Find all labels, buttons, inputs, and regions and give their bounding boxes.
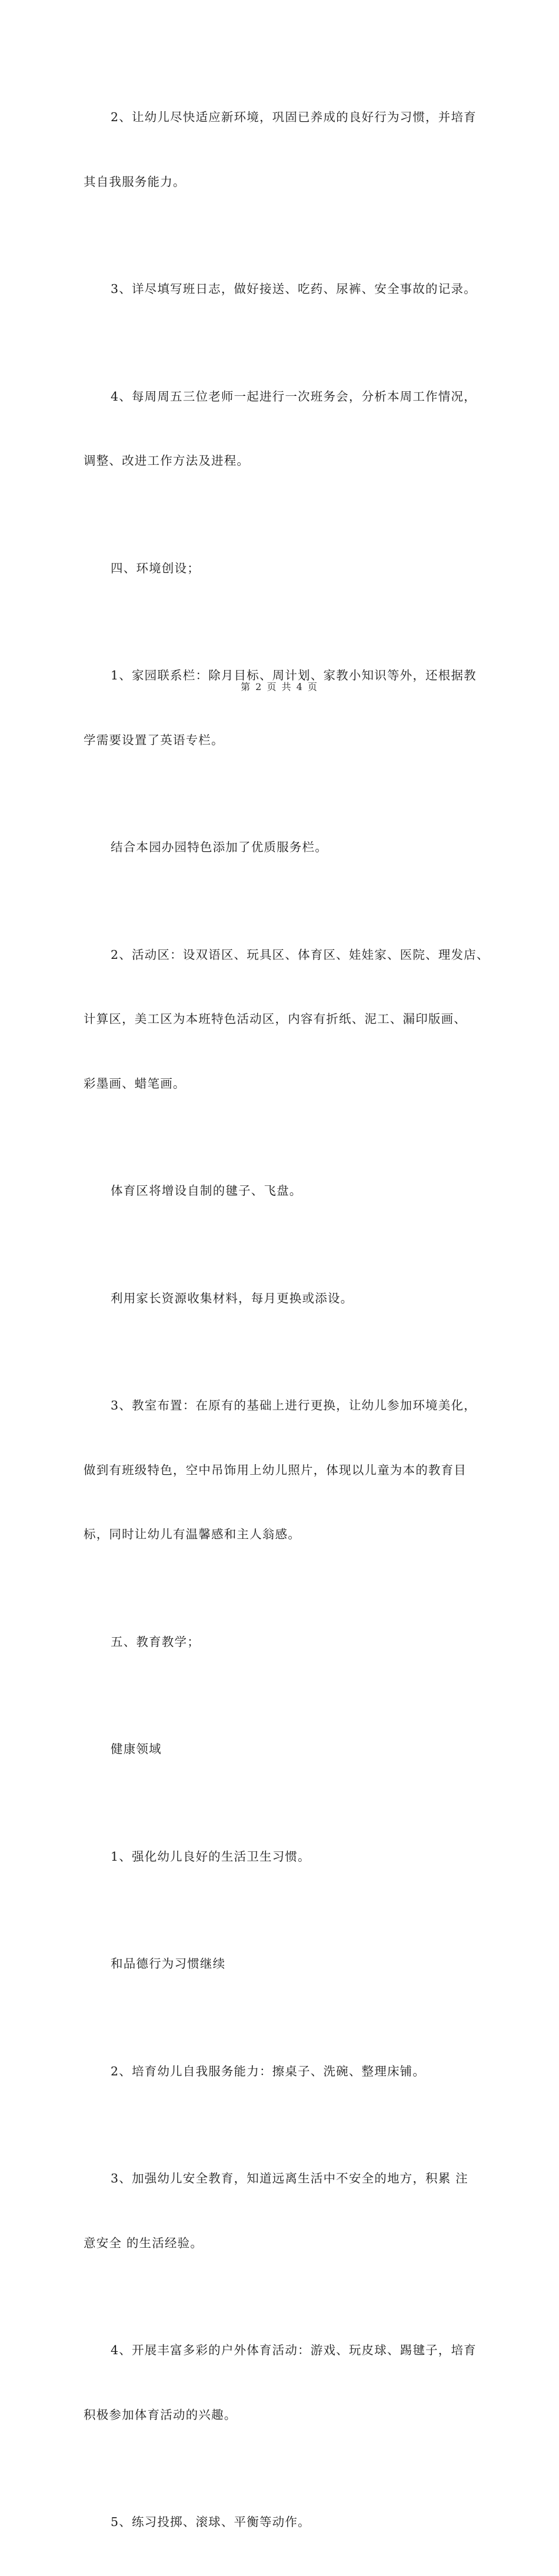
paragraph-line: 4、每周周五三位老师一起进行一次班务会，分析本周工作情况，	[111, 389, 477, 404]
paragraph	[84, 2297, 478, 2468]
paragraph	[84, 1245, 478, 1352]
paragraph-line: 计算区，美工区为本班特色活动区，内容有折纸、泥工、漏印版画、	[84, 1012, 467, 1026]
page-number-footer: 第 2 页 共 4 页	[241, 681, 318, 692]
section-heading	[84, 1588, 478, 1696]
paragraph	[84, 1352, 478, 1588]
paragraph-line: 意安全 的生活经验。	[84, 2235, 204, 2250]
paragraph-line: 3、加强幼儿安全教育，知道远离生活中不安全的地方，积累 注	[111, 2171, 468, 2185]
subsection-heading	[84, 1695, 478, 1803]
paragraph	[84, 235, 478, 343]
paragraph-line: 4、开展丰富多彩的户外体育活动：游戏、玩皮球、踢毽子，培育	[111, 2343, 477, 2357]
paragraph	[84, 901, 490, 1138]
paragraph-line: 标，同时让幼儿有温馨感和主人翁感。	[84, 1527, 301, 1541]
paragraph-line: 3、详尽填写班日志，做好接送、吃药、尿裤、安全事故的记录。	[111, 282, 477, 296]
paragraph-line: 1、家园联系栏：除月目标、周计划、家教小知识等外，还根据教	[111, 668, 477, 682]
paragraph-line: 3、教室布置：在原有的基础上进行更换，让幼儿参加环境美化，	[111, 1398, 477, 1412]
paragraph	[84, 1803, 478, 1911]
paragraph-line: 结合本园办园特色添加了优质服务栏。	[111, 840, 328, 854]
paragraph-line: 调整、改进工作方法及进程。	[84, 454, 250, 468]
paragraph	[84, 2125, 478, 2297]
paragraph-line: 健康领域	[111, 1742, 162, 1756]
paragraph-line: 和品德行为习惯继续	[111, 1957, 226, 1971]
paragraph	[84, 794, 478, 901]
paragraph-line: 学需要设置了英语专栏。	[84, 732, 224, 747]
paragraph-line: 2、让幼儿尽快适应新环境，巩固已养成的良好行为习惯，并培育	[111, 110, 477, 124]
paragraph-line: 2、培育幼儿自我服务能力：擦桌子、洗碗、整理床铺。	[111, 2064, 426, 2078]
paragraph	[84, 64, 478, 235]
paragraph	[84, 343, 478, 515]
paragraph-line: 2、活动区：设双语区、玩具区、体育区、娃娃家、医院、理发店、	[111, 947, 490, 962]
section-heading	[84, 515, 478, 622]
paragraph-line: 1、强化幼儿良好的生活卫生习惯。	[111, 1849, 311, 1864]
document-body	[84, 64, 490, 2576]
paragraph	[84, 1137, 478, 1245]
paragraph	[84, 1910, 478, 2018]
paragraph	[84, 622, 478, 794]
paragraph-line: 积极参加体育活动的兴趣。	[84, 2407, 237, 2422]
paragraph-line: 其自我服务能力。	[84, 174, 186, 189]
paragraph-line: 五、教育教学；	[111, 1634, 200, 1649]
paragraph-line: 四、环境创设；	[111, 561, 200, 575]
paragraph	[84, 2018, 478, 2125]
paragraph-line: 体育区将增设自制的毽子、飞盘。	[111, 1184, 302, 1198]
paragraph-line: 5、练习投掷、滚球、平衡等动作。	[111, 2515, 311, 2529]
paragraph-line: 做到有班级特色，空中吊饰用上幼儿照片，体现以儿童为本的教育目	[84, 1462, 467, 1477]
paragraph-line: 利用家长资源收集材料，每月更换或添设。	[111, 1291, 354, 1305]
paragraph-line: 彩墨画、蜡笔画。	[84, 1076, 186, 1091]
paragraph	[84, 2468, 478, 2576]
